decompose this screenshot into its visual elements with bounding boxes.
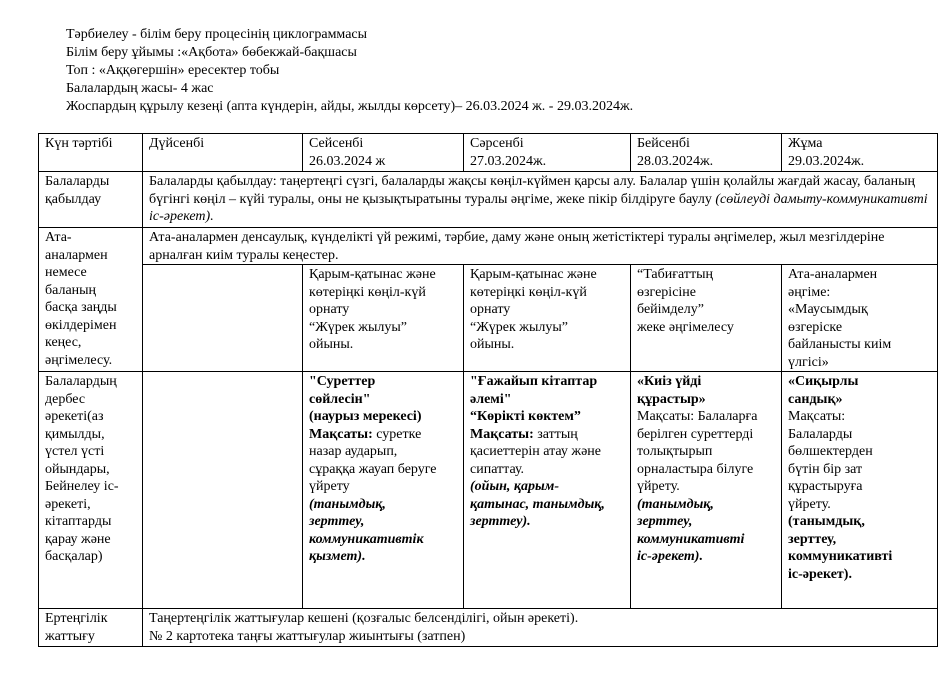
table-row-activities [39, 372, 938, 609]
header-period: Жоспардың құрылу кезеңі (апта күндерін, айды, жылды көрсету)– 26.03.2024 ж. - 29.03.2024ж. [66, 99, 634, 114]
header-age: Балалардың жасы- 4 жас [66, 81, 214, 96]
wednesday-activity-title: "Ғажайып кітаптар әлемі" “Көрікті көктем” [470, 374, 598, 424]
activities-thursday-cell [631, 372, 782, 609]
header-cell-tuesday: Сейсенбі 26.03.2024 ж [303, 134, 464, 172]
row-label-morning-exercise: Ертеңгілік жаттығу [39, 609, 143, 647]
reception-note: (сөйлеуді дамыту-коммуникативті іс-әрекет). [149, 191, 928, 224]
schedule-table [38, 133, 938, 647]
tuesday-activity-title: "Суреттер сөйлесін" (наурыз мерекесі) [309, 374, 422, 424]
reception-text: Балаларды қабылдау: таңертеңгі сүзгі, балаларды жақсы көңіл-күймен қарсы алу. Балалар үшін қолайлы жағдай жасау, баланың бүгінгі көңіл – күйі туралы, оны не қызықтыратыны туралы әңгіме, жеке пікір білдіруге баулу [149, 174, 915, 207]
thursday-activity-title: «Киіз үйді құрастыр» [637, 374, 706, 407]
header-cell-thursday: Бейсенбі 28.03.2024ж. [631, 134, 782, 172]
header-cell-friday: Жұма 29.03.2024ж. [782, 134, 938, 172]
row-label-parents: Ата- аналармен немесе баланың басқа заңды өкілдерімен кеңес, әңгімелесу. [39, 228, 143, 372]
parents-wednesday-cell: Қарым-қатынас және көтеріңкі көңіл-күй орнату “Жүрек жылуы” ойыны. [464, 265, 631, 372]
parents-tuesday-cell: Қарым-қатынас және көтеріңкі көңіл-күй орнату “Жүрек жылуы” ойыны. [303, 265, 464, 372]
morning-exercise-text: Таңертеңгілік жаттығулар кешені (қозғалыс белсенділігі, ойын әрекеті). № 2 картотека таңғы жаттығулар жиынтығы (затпен) [143, 609, 938, 647]
thursday-activity-note: (танымдық, зерттеу, коммуникативті іс-әрекет). [637, 496, 745, 564]
row-label-reception: Балаларды қабылдау [39, 172, 143, 228]
activities-monday-cell [143, 372, 303, 609]
tuesday-goal-text: суретке назар аударып, сұраққа жауап беруге үйрету [309, 426, 437, 494]
reception-text-cell [143, 172, 938, 228]
tuesday-activity-note: (танымдық, зерттеу, коммуникативтік қызмет). [309, 496, 424, 564]
table-row-parents-daily [39, 265, 938, 372]
header-cell-wednesday: Сәрсенбі 27.03.2024ж. [464, 134, 631, 172]
tuesday-goal-label: Мақсаты: [309, 426, 373, 442]
document-header [66, 26, 633, 116]
friday-activity-note: (танымдық, зерттеу, коммуникативті іс-әрекет). [788, 514, 893, 582]
row-label-activities: Балалардың дербес әрекеті(аз қимылды, үстел үсті ойындары, Бейнелеу іс- әрекеті, кітаптарды қарау және басқалар) [39, 372, 143, 609]
header-cell-monday: Дүйсенбі [143, 134, 303, 172]
table-row-parents-general [39, 228, 938, 265]
activities-tuesday-cell [303, 372, 464, 609]
friday-activity-title: «Сиқырлы сандық» [788, 374, 859, 407]
wednesday-activity-note: (ойын, қарым- қатынас, танымдық, зерттеу). [470, 479, 605, 529]
friday-goal-text: Мақсаты: Балаларды бөлшектерден бүтін бір зат құрастыруға үйрету. [788, 409, 873, 512]
activities-wednesday-cell [464, 372, 631, 609]
header-title: Тәрбиелеу - білім беру процесінің циклограммасы [66, 27, 368, 42]
wednesday-goal-label: Мақсаты: [470, 426, 534, 442]
table-header-row [39, 134, 938, 172]
thursday-goal-text: Мақсаты: Балаларға берілген суреттерді толықтырып орналастыра білуге үйрету. [637, 409, 758, 494]
wednesday-goal-text: заттың қасиеттерін атау және сипаттау. [470, 426, 602, 477]
header-cell-routine: Күн тәртібі [39, 134, 143, 172]
header-organization: Білім беру ұйымы :«Ақбота» бөбекжай-бақшасы [66, 45, 357, 60]
parents-general-text: Ата-аналармен денсаулық, күнделікті үй режимі, тәрбие, даму және оның жетістіктері туралы әңгімелер, жыл мезгілдеріне арналған киім туралы кеңестер. [143, 228, 938, 265]
parents-thursday-cell: “Табиғаттың өзгерісіне бейімделу” жеке әңгімелесу [631, 265, 782, 372]
table-row-reception [39, 172, 938, 228]
parents-monday-cell [143, 265, 303, 372]
header-group: Топ : «Аққөгершін» ересектер тобы [66, 63, 280, 78]
table-row-morning-exercise [39, 609, 938, 647]
activities-friday-cell [782, 372, 938, 609]
parents-friday-cell: Ата-аналармен әңгіме: «Маусымдық өзгеріске байланысты киім үлгісі» [782, 265, 938, 372]
